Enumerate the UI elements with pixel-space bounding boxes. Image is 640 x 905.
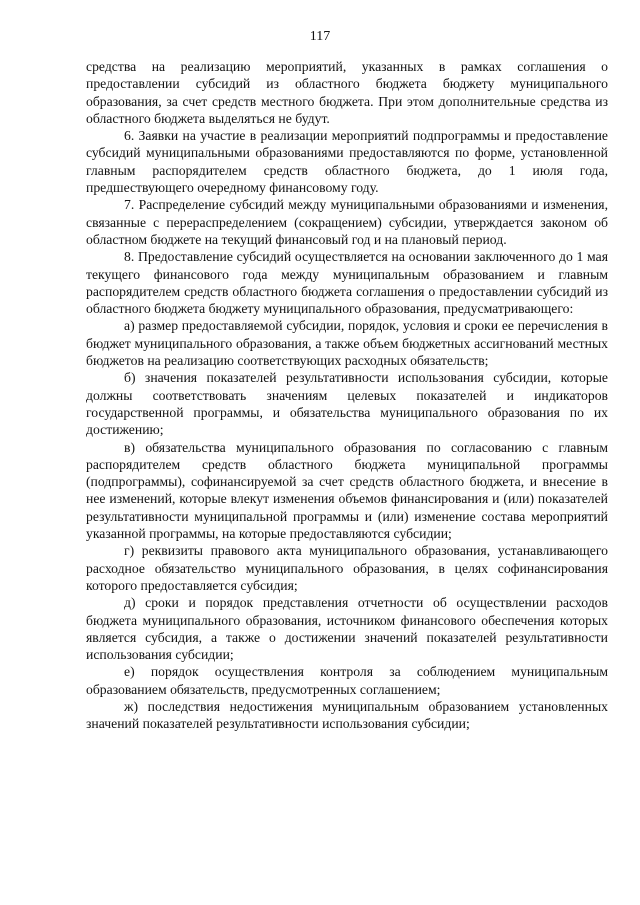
paragraph-item-8: 8. Предоставление субсидий осуществляется на основании заключенного до 1 мая текущего финансового года между муниципальным образованием и главным распорядителем средств областного бюджета соглашения о предоставлении субсидий из областного бюджета бюджету муниципального образования, предусматривающего: <box>86 249 608 317</box>
page-number: 117 <box>309 29 331 44</box>
subitem-a: а) размер предоставляемой субсидии, порядок, условия и сроки ее перечисления в бюджет муниципального образования, а также объем бюджетных ассигнований местных бюджетов на реализацию соответствующих расходных обязательств; <box>86 318 608 369</box>
paragraph-item-6: 6. Заявки на участие в реализации мероприятий подпрограммы и предоставление субсидий муниципальными образованиями предоставляются по форме, установленной главным распорядителем средств областного бюджета, до 1 июля года, предшествующего очередному финансовому году. <box>86 128 608 196</box>
body-text <box>86 58 608 733</box>
subitem-e: е) порядок осуществления контроля за соблюдением муниципальным образованием обязательств, предусмотренных соглашением; <box>86 664 608 697</box>
subitem-v: в) обязательства муниципального образования по согласованию с главным распорядителем средств областного бюджета муниципальной программы (подпрограммы), софинансируемой за счет средств областного бюджета, и внесение в нее изменений, которые влекут изменения объемов финансирования и (или) показателей результативности муниципальной программы и (или) изменение состава мероприятий указанной программы, на которые предоставляются субсидии; <box>86 439 608 542</box>
paragraph-continuation: средства на реализацию мероприятий, указанных в рамках соглашения о предоставлении субсидий из областного бюджета бюджету муниципального образования, за счет средств местного бюджета. При этом дополнительные средства из областного бюджета выделяться не будут. <box>86 59 608 126</box>
paragraph-item-7: 7. Распределение субсидий между муниципальными образованиями и изменения, связанные с перераспределением (сокращением) субсидии, утверждается законом об областном бюджете на текущий финансовый год и на плановый период. <box>86 197 608 247</box>
subitem-b: б) значения показателей результативности использования субсидии, которые должны соответствовать значениям целевых показателей и индикаторов государственной программы, и обязательства муниципального образования по их достижению; <box>86 370 608 438</box>
subitem-zh: ж) последствия недостижения муниципальным образованием установленных значений показателей результативности использования субсидии; <box>86 698 608 732</box>
subitem-g: г) реквизиты правового акта муниципального образования, устанавливающего расходное обязательство муниципального образования, в целях софинансирования которого предоставляется субсидия; <box>86 543 608 593</box>
subitem-d: д) сроки и порядок представления отчетности об осуществлении расходов бюджета муниципального образования, источником финансового обеспечения которых является субсидия, а также о достижении значений показателей результативности использования субсидии; <box>86 595 608 663</box>
